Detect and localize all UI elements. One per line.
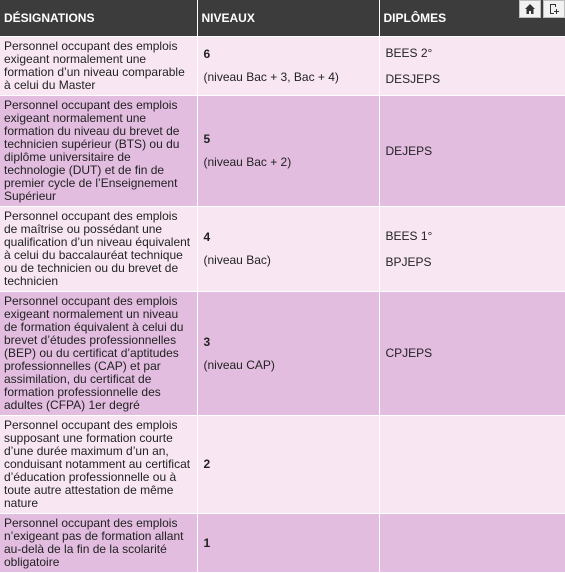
level-number: 3 <box>203 334 211 349</box>
diploma-label: BEES 1° <box>385 228 433 243</box>
diplomas-cell <box>379 37 565 96</box>
diplomas-cell <box>379 96 565 207</box>
level-cell <box>197 514 379 573</box>
table-row <box>0 514 565 573</box>
designation-cell: Personnel occupant des emplois exigeant normalement une formation d’un niveau comparable à celui du Master <box>0 37 197 96</box>
designation-cell: Personnel occupant des emplois exigeant normalement un niveau de formation équivalent à celui du brevet d’études professionnelles (BEP) ou du certificat d’aptitudes professionnelles (CAP) et par assimilation, du certificat de formation professionnelle des adultes (CFPA) 1er degré <box>0 292 197 416</box>
level-number: 6 <box>203 47 211 61</box>
level-cell <box>197 207 379 292</box>
add-page-icon <box>548 3 560 15</box>
diploma-label: BEES 2° <box>385 45 433 60</box>
diplomas-cell <box>379 416 565 514</box>
add-page-button[interactable] <box>543 0 565 18</box>
table-row <box>0 37 565 96</box>
table-row <box>0 292 565 416</box>
diploma-label: BPJEPS <box>385 254 432 269</box>
diplomas-cell <box>379 292 565 416</box>
diplomas-cell <box>379 514 565 573</box>
designation-cell: Personnel occupant des emplois supposant une formation courte d’une durée maximum d’un an, conduisant notamment au certificat d’éducation professionnelle ou à toute autre attestation de même nature <box>0 416 197 514</box>
level-cell <box>197 416 379 514</box>
header-levels: NIVEAUX <box>197 0 379 37</box>
level-number: 4 <box>203 230 211 244</box>
header-diplomas: DIPLÔMES <box>379 0 565 37</box>
level-cell <box>197 37 379 96</box>
designation-cell: Personnel occupant des emplois n’exigeant pas de formation allant au-delà de la fin de la scolarité obligatoire <box>0 514 197 573</box>
level-note: (niveau Bac + 2) <box>203 155 292 169</box>
designation-cell: Personnel occupant des emplois de maîtrise ou possédant une qualification d’un niveau équivalent à celui du baccalauréat technique ou de technicien ou du brevet de technicien <box>0 207 197 292</box>
diploma-label: DESJEPS <box>385 71 441 86</box>
level-note: (niveau Bac + 3, Bac + 4) <box>203 70 339 84</box>
diploma-label: DEJEPS <box>385 143 433 158</box>
diploma-label: CPJEPS <box>385 346 433 360</box>
table-row <box>0 207 565 292</box>
level-cell <box>197 292 379 416</box>
level-note: (niveau Bac) <box>203 253 271 267</box>
table-header <box>0 0 565 37</box>
level-number: 2 <box>203 457 211 471</box>
table-row <box>0 96 565 207</box>
designation-cell: Personnel occupant des emplois exigeant normalement une formation du niveau du brevet de technicien supérieur (BTS) ou du diplôme universitaire de technologie (DUT) et de fin de premier cycle de l’Enseignement Supérieur <box>0 96 197 207</box>
level-cell <box>197 96 379 207</box>
level-number: 5 <box>203 132 211 146</box>
page-toolbar <box>519 0 565 18</box>
table-row <box>0 416 565 514</box>
diplomas-cell <box>379 207 565 292</box>
header-designations: DÉSIGNATIONS <box>0 0 197 37</box>
table-body <box>0 37 565 573</box>
home-button[interactable] <box>519 0 541 18</box>
level-number: 1 <box>203 535 211 550</box>
home-icon <box>524 3 536 15</box>
level-note: (niveau CAP) <box>203 357 275 372</box>
